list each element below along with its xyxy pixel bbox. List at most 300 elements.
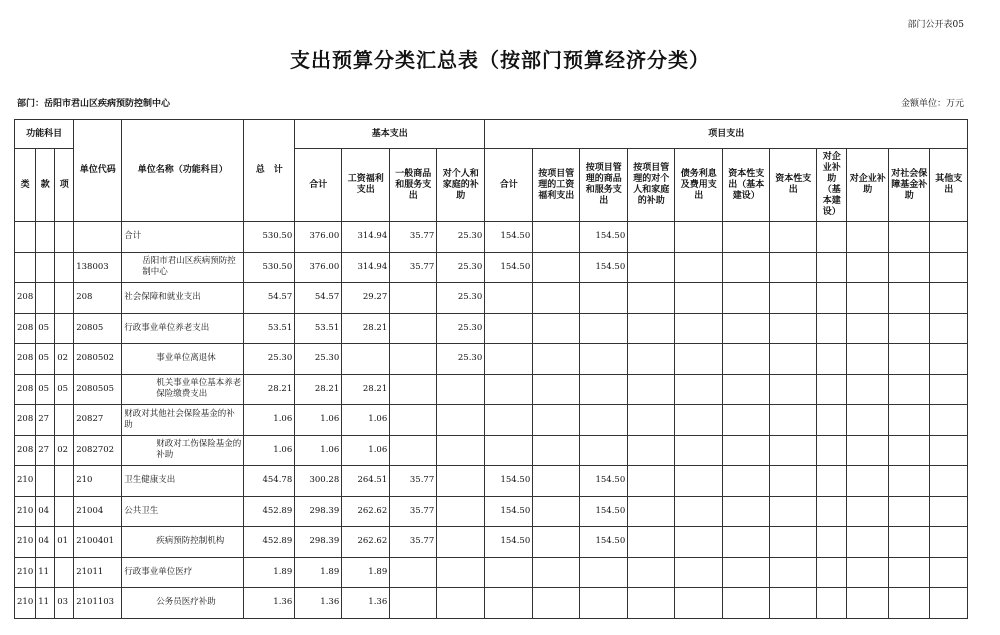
cell-basic-sum: 298.39 [295,527,342,558]
cell-project-sum: 154.50 [485,222,533,253]
header-xiang: 项 [55,149,74,222]
cell-xiang [55,496,74,527]
cell-basic-goods: 35.77 [390,496,437,527]
cell-total: 452.89 [244,527,295,558]
cell-empty [817,313,847,344]
table-row [15,496,968,527]
cell-basic-sum: 298.39 [295,496,342,527]
cell-empty [847,527,889,558]
cell-empty [723,313,770,344]
cell-empty [930,252,968,283]
cell-kuan [36,222,55,253]
cell-project-wage [533,374,580,405]
cell-lei: 208 [15,283,36,314]
cell-project-wage [533,222,580,253]
cell-empty [675,283,723,314]
table-row [15,313,968,344]
cell-project-goods: 154.50 [580,466,628,497]
header-project-col: 按项目管理的对个人和家庭的补助 [628,149,675,222]
header-project-col: 按项目管理的工资福利支出 [533,149,580,222]
cell-empty [930,344,968,375]
cell-total: 54.57 [244,283,295,314]
cell-basic-goods: 35.77 [390,527,437,558]
cell-project-goods: 154.50 [580,252,628,283]
cell-empty [889,405,930,436]
cell-total: 530.50 [244,252,295,283]
cell-kuan: 05 [36,344,55,375]
cell-basic-sum: 25.30 [295,344,342,375]
cell-empty [723,496,770,527]
cell-empty [770,588,817,619]
cell-empty [817,405,847,436]
cell-empty [628,313,675,344]
cell-basic-wage: 262.62 [342,496,390,527]
cell-empty [817,283,847,314]
cell-empty [628,496,675,527]
cell-empty [770,405,817,436]
cell-total: 452.89 [244,496,295,527]
cell-unit-name: 行政事业单位医疗 [122,557,244,588]
cell-basic-goods: 35.77 [390,252,437,283]
table-row [15,283,968,314]
cell-basic-wage: 1.06 [342,435,390,466]
cell-basic-wage: 264.51 [342,466,390,497]
cell-empty [723,222,770,253]
cell-empty [817,588,847,619]
cell-xiang [55,405,74,436]
department-label: 部门：岳阳市君山区疾病预防控制中心 [17,99,171,109]
cell-empty [930,527,968,558]
cell-empty [930,557,968,588]
cell-kuan [36,466,55,497]
header-project-col: 对企业补助 [847,149,889,222]
cell-basic-wage: 1.06 [342,405,390,436]
cell-total: 28.21 [244,374,295,405]
cell-kuan [36,252,55,283]
header-lei: 类 [15,149,36,222]
cell-empty [930,405,968,436]
header-basic-col: 工资福利支出 [342,149,390,222]
cell-empty [817,222,847,253]
cell-empty [847,313,889,344]
cell-unit-name: 合计 [122,222,244,253]
cell-empty [889,344,930,375]
cell-lei [15,222,36,253]
cell-empty [847,283,889,314]
table-row [15,344,968,375]
cell-total: 1.06 [244,435,295,466]
cell-empty [628,435,675,466]
cell-basic-goods: 35.77 [390,222,437,253]
cell-unit-code [74,222,122,253]
cell-project-wage [533,435,580,466]
cell-empty [847,252,889,283]
cell-project-wage [533,496,580,527]
cell-basic-personal: 25.30 [437,252,485,283]
cell-empty [723,344,770,375]
header-basic-col: 对个人和家庭的补助 [437,149,485,222]
cell-unit-code: 20805 [74,313,122,344]
cell-project-wage [533,283,580,314]
cell-basic-sum: 1.36 [295,588,342,619]
cell-lei: 210 [15,466,36,497]
cell-basic-goods [390,557,437,588]
cell-empty [847,466,889,497]
cell-empty [723,252,770,283]
header-project-col: 资本性支出 [770,149,817,222]
cell-project-sum [485,344,533,375]
cell-empty [770,466,817,497]
cell-empty [628,466,675,497]
cell-empty [817,527,847,558]
cell-xiang [55,466,74,497]
cell-empty [770,344,817,375]
cell-project-goods [580,405,628,436]
cell-empty [889,252,930,283]
cell-basic-sum: 376.00 [295,252,342,283]
cell-unit-code: 210 [74,466,122,497]
cell-empty [889,283,930,314]
cell-empty [847,222,889,253]
cell-project-sum [485,405,533,436]
cell-empty [770,252,817,283]
cell-empty [675,527,723,558]
cell-unit-code: 2080505 [74,374,122,405]
cell-empty [770,283,817,314]
cell-basic-wage [342,344,390,375]
cell-empty [628,588,675,619]
cell-basic-sum: 1.89 [295,557,342,588]
cell-unit-name: 社会保障和就业支出 [122,283,244,314]
cell-project-goods: 154.50 [580,527,628,558]
cell-project-goods: 154.50 [580,496,628,527]
cell-xiang: 02 [55,344,74,375]
cell-basic-wage: 29.27 [342,283,390,314]
page-title: 支出预算分类汇总表（按部门预算经济分类） [290,48,710,72]
cell-empty [847,588,889,619]
cell-empty [930,222,968,253]
budget-table [14,119,968,619]
header-project-col: 对社会保障基金补助 [889,149,930,222]
cell-empty [628,527,675,558]
cell-xiang: 03 [55,588,74,619]
cell-empty [770,557,817,588]
cell-empty [770,313,817,344]
table-row [15,252,968,283]
cell-empty [675,252,723,283]
cell-unit-code: 2101103 [74,588,122,619]
cell-empty [675,557,723,588]
cell-project-sum: 154.50 [485,527,533,558]
cell-empty [889,557,930,588]
cell-basic-personal [437,466,485,497]
cell-empty [675,588,723,619]
cell-project-wage [533,557,580,588]
cell-empty [889,222,930,253]
cell-project-goods [580,588,628,619]
table-row [15,405,968,436]
cell-project-sum: 154.50 [485,252,533,283]
cell-basic-personal [437,405,485,436]
cell-total: 454.78 [244,466,295,497]
cell-unit-code: 2080502 [74,344,122,375]
cell-empty [723,435,770,466]
currency-unit-label: 金额单位：万元 [900,99,964,109]
header-basic: 基本支出 [295,120,485,149]
cell-empty [817,496,847,527]
cell-empty [817,435,847,466]
cell-empty [675,313,723,344]
table-row [15,374,968,405]
header-project-col: 其他支出 [930,149,968,222]
cell-empty [889,466,930,497]
cell-empty [628,252,675,283]
cell-project-wage [533,313,580,344]
cell-total: 25.30 [244,344,295,375]
cell-empty [817,252,847,283]
cell-basic-personal [437,374,485,405]
cell-unit-name: 财政对其他社会保险基金的补助 [122,405,244,436]
cell-kuan: 27 [36,435,55,466]
cell-empty [628,283,675,314]
cell-basic-personal [437,527,485,558]
cell-basic-wage: 28.21 [342,313,390,344]
cell-empty [930,496,968,527]
cell-basic-wage: 262.62 [342,527,390,558]
cell-lei: 208 [15,344,36,375]
header-total: 总 计 [244,120,295,222]
cell-total: 1.06 [244,405,295,436]
cell-basic-personal [437,557,485,588]
cell-empty [723,405,770,436]
cell-unit-name: 事业单位离退休 [122,344,244,375]
cell-project-goods [580,313,628,344]
cell-empty [889,435,930,466]
header-unit-name: 单位名称（功能科目） [122,120,244,222]
cell-empty [628,374,675,405]
cell-lei: 208 [15,313,36,344]
cell-empty [675,466,723,497]
header-basic-col: 合计 [295,149,342,222]
cell-empty [723,374,770,405]
cell-basic-sum: 1.06 [295,435,342,466]
cell-project-goods [580,557,628,588]
cell-basic-sum: 54.57 [295,283,342,314]
cell-total: 53.51 [244,313,295,344]
cell-empty [628,344,675,375]
header-project-col: 资本性支出（基本建设） [723,149,770,222]
cell-project-sum [485,374,533,405]
cell-unit-name: 财政对工伤保险基金的补助 [122,435,244,466]
header-kuan: 款 [36,149,55,222]
cell-empty [847,374,889,405]
cell-basic-goods [390,435,437,466]
cell-basic-goods [390,283,437,314]
table-row [15,527,968,558]
cell-empty [817,374,847,405]
cell-basic-personal: 25.30 [437,283,485,314]
cell-kuan: 05 [36,374,55,405]
cell-project-sum [485,588,533,619]
cell-empty [889,527,930,558]
cell-basic-wage: 1.89 [342,557,390,588]
cell-unit-code: 20827 [74,405,122,436]
cell-lei: 210 [15,496,36,527]
cell-project-goods [580,374,628,405]
cell-unit-code: 2100401 [74,527,122,558]
cell-project-goods [580,344,628,375]
cell-xiang [55,222,74,253]
cell-project-wage [533,405,580,436]
cell-lei: 208 [15,405,36,436]
cell-unit-name: 机关事业单位基本养老保险缴费支出 [122,374,244,405]
header-basic-col: 一般商品和服务支出 [390,149,437,222]
cell-kuan [36,283,55,314]
cell-kuan: 05 [36,313,55,344]
cell-project-goods: 154.50 [580,222,628,253]
cell-empty [675,374,723,405]
cell-basic-wage: 28.21 [342,374,390,405]
cell-basic-goods [390,405,437,436]
cell-lei: 210 [15,527,36,558]
cell-basic-sum: 376.00 [295,222,342,253]
cell-basic-sum: 28.21 [295,374,342,405]
cell-empty [847,344,889,375]
cell-project-sum [485,557,533,588]
header-func-subject: 功能科目 [15,120,74,149]
cell-kuan: 27 [36,405,55,436]
cell-empty [675,405,723,436]
cell-xiang [55,557,74,588]
table-row [15,466,968,497]
cell-empty [723,283,770,314]
cell-empty [930,374,968,405]
cell-project-sum [485,313,533,344]
cell-project-goods [580,283,628,314]
cell-project-wage [533,527,580,558]
cell-empty [930,435,968,466]
cell-project-wage [533,588,580,619]
cell-lei: 208 [15,435,36,466]
cell-basic-personal: 25.30 [437,313,485,344]
cell-empty [675,222,723,253]
cell-empty [930,588,968,619]
cell-empty [770,435,817,466]
cell-project-sum [485,283,533,314]
cell-empty [817,344,847,375]
cell-unit-name: 疾病预防控制机构 [122,527,244,558]
cell-unit-name: 公务员医疗补助 [122,588,244,619]
cell-empty [628,557,675,588]
cell-empty [847,405,889,436]
cell-empty [889,588,930,619]
cell-total: 1.36 [244,588,295,619]
cell-unit-name: 公共卫生 [122,496,244,527]
cell-basic-wage: 314.94 [342,222,390,253]
cell-basic-personal [437,588,485,619]
header-project: 项目支出 [485,120,968,149]
cell-empty [889,374,930,405]
cell-kuan: 11 [36,588,55,619]
cell-empty [770,527,817,558]
cell-basic-goods [390,313,437,344]
cell-project-sum: 154.50 [485,466,533,497]
cell-empty [847,435,889,466]
cell-basic-wage: 1.36 [342,588,390,619]
cell-empty [723,466,770,497]
cell-empty [675,435,723,466]
cell-basic-personal: 25.30 [437,222,485,253]
cell-empty [889,496,930,527]
cell-empty [770,222,817,253]
cell-basic-personal [437,496,485,527]
cell-total: 530.50 [244,222,295,253]
cell-unit-name: 卫生健康支出 [122,466,244,497]
cell-basic-personal: 25.30 [437,344,485,375]
cell-empty [770,374,817,405]
cell-empty [628,405,675,436]
cell-basic-personal [437,435,485,466]
cell-xiang: 01 [55,527,74,558]
cell-empty [930,313,968,344]
cell-basic-sum: 53.51 [295,313,342,344]
cell-empty [723,527,770,558]
table-row [15,588,968,619]
cell-empty [817,466,847,497]
cell-basic-goods: 35.77 [390,466,437,497]
cell-empty [889,313,930,344]
cell-unit-name: 行政事业单位养老支出 [122,313,244,344]
cell-empty [847,496,889,527]
cell-kuan: 04 [36,527,55,558]
cell-xiang: 02 [55,435,74,466]
cell-empty [930,283,968,314]
cell-kuan: 11 [36,557,55,588]
cell-xiang [55,283,74,314]
form-number: 部门公开表05 [907,20,964,30]
cell-empty [770,496,817,527]
cell-lei [15,252,36,283]
cell-empty [930,466,968,497]
cell-empty [628,222,675,253]
cell-empty [675,344,723,375]
header-unit-code: 单位代码 [74,120,122,222]
header-project-col: 合计 [485,149,533,222]
cell-unit-code: 138003 [74,252,122,283]
cell-basic-sum: 1.06 [295,405,342,436]
cell-project-wage [533,344,580,375]
cell-basic-wage: 314.94 [342,252,390,283]
cell-kuan: 04 [36,496,55,527]
cell-basic-sum: 300.28 [295,466,342,497]
cell-project-wage [533,252,580,283]
cell-project-sum: 154.50 [485,496,533,527]
cell-project-sum [485,435,533,466]
cell-unit-code: 21011 [74,557,122,588]
cell-empty [847,557,889,588]
table-row [15,557,968,588]
header-project-col: 按项目管理的商品和服务支出 [580,149,628,222]
cell-project-wage [533,466,580,497]
cell-unit-code: 21004 [74,496,122,527]
cell-xiang: 05 [55,374,74,405]
header-project-col: 对企业补助（基本建设） [817,149,847,222]
cell-unit-code: 208 [74,283,122,314]
cell-basic-goods [390,344,437,375]
cell-xiang [55,313,74,344]
table-row [15,222,968,253]
cell-total: 1.89 [244,557,295,588]
